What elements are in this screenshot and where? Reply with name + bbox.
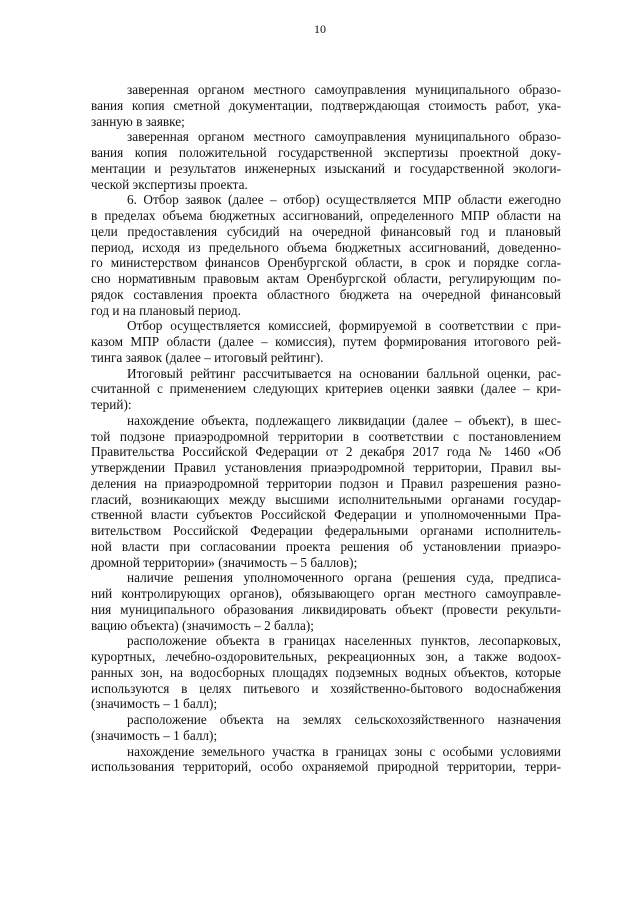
text-line: заверенная органом местного самоуправления муниципального образо- bbox=[127, 82, 561, 97]
text-line: нахождение земельного участка в границах зоны с особыми условиями bbox=[127, 743, 561, 759]
text-line: занную в заявке; bbox=[91, 113, 185, 129]
text-line: вания копия сметной документации, подтверждающая стоимость работ, ука- bbox=[91, 97, 561, 113]
text-line: наличие решения уполномоченного органа (решения суда, предписа- bbox=[127, 570, 561, 586]
text-line: вительством Российской Федерации федеральными органами исполнитель- bbox=[91, 523, 561, 538]
text-line: утверждении Правил установления приаэродромной территории, Правил вы- bbox=[91, 460, 561, 475]
text-line: вания копия положительной государственной экспертизы проектной доку- bbox=[91, 145, 561, 160]
text-line: (значимость – 1 балл); bbox=[91, 696, 218, 712]
text-line: год и на плановый период. bbox=[91, 302, 241, 318]
text-line: ментации и результатов инженерных изысканий и государственной экологи- bbox=[91, 160, 561, 176]
text-line: сно нормативным правовым актам Оренбургской области, регулирующим по- bbox=[91, 271, 561, 286]
text-line: период, исходя из предельного объема бюджетных ассигнований, доведенно- bbox=[91, 239, 561, 255]
text-line: Итоговый рейтинг рассчитывается на основании балльной оценки, рас- bbox=[127, 365, 561, 381]
text-line: той подзоне приаэродромной территории в соответствии с постановлением bbox=[91, 428, 561, 444]
text-line: рядок составления проекта областного бюджета на очередной финансовый bbox=[91, 286, 561, 302]
text-line: (значимость – 1 балл); bbox=[91, 727, 218, 743]
text-line: использования территорий, особо охраняемой природной территории, терри- bbox=[91, 759, 561, 775]
text-line: считанной с применением следующих критериев оценки заявки (далее – кри- bbox=[91, 381, 561, 397]
text-line: ния муниципального образования ликвидировать объект (провести рекульти- bbox=[91, 601, 561, 617]
text-line: го министерством финансов Оренбургской области, в срок и порядке согла- bbox=[91, 255, 561, 271]
text-line: Правительства Российской Федерации от 2 декабря 2017 года № 1460 «Об bbox=[91, 444, 561, 460]
text-line: 6. Отбор заявок (далее – отбор) осуществляется МПР области ежегодно bbox=[127, 192, 561, 208]
text-line: вацию объекта) (значимость – 2 балла); bbox=[91, 617, 314, 633]
text-line: ческой экспертизы проекта. bbox=[91, 176, 248, 192]
text-line: ний контролирующих органов), обязывающего орган местного самоуправле- bbox=[91, 586, 561, 601]
text-line: казом МПР области (далее – комиссия), путем формирования итогового рей- bbox=[91, 334, 561, 349]
text-line: используются в целях питьевого и хозяйственно-бытового водоснабжения bbox=[91, 680, 561, 696]
text-line: гласий, возникающих между высшими исполнительными органами государ- bbox=[91, 491, 561, 507]
text-line: дромной территории» (значимость – 5 баллов); bbox=[91, 554, 358, 570]
text-line: тинга заявок (далее – итоговый рейтинг). bbox=[91, 349, 324, 365]
text-line: ственной власти субъектов Российской Федерации и уполномоченными Пра- bbox=[91, 507, 561, 523]
text-line: ной власти при согласовании проекта решения об установлении приаэро- bbox=[91, 538, 561, 554]
text-line: терий): bbox=[91, 397, 132, 412]
text-line: нахождение объекта, подлежащего ликвидации (далее – объект), в шес- bbox=[127, 412, 561, 428]
text-line: расположение объекта в границах населенных пунктов, лесопарковых, bbox=[127, 633, 561, 649]
text-line: Отбор осуществляется комиссией, формируемой в соответствии с при- bbox=[127, 318, 561, 334]
text-line: расположение объекта на землях сельскохозяйственного назначения bbox=[127, 712, 561, 727]
text-line: деления на приаэродромной территории подзон и Правил разрешения разно- bbox=[91, 475, 561, 491]
text-line: курортных, лечебно-оздоровительных, рекреационных зон, а также водоох- bbox=[91, 649, 561, 664]
text-line: в пределах объема бюджетных ассигнований, определенного МПР области на bbox=[91, 208, 561, 223]
text-line: заверенная органом местного самоуправления муниципального образо- bbox=[127, 129, 561, 145]
body-text bbox=[91, 82, 561, 775]
text-line: ранных зон, на водосборных площадях подземных водных объектов, которые bbox=[91, 664, 561, 680]
text-line: цели предоставления субсидий на очередной финансовый год и плановый bbox=[91, 223, 561, 239]
page-number: 10 bbox=[314, 22, 326, 36]
